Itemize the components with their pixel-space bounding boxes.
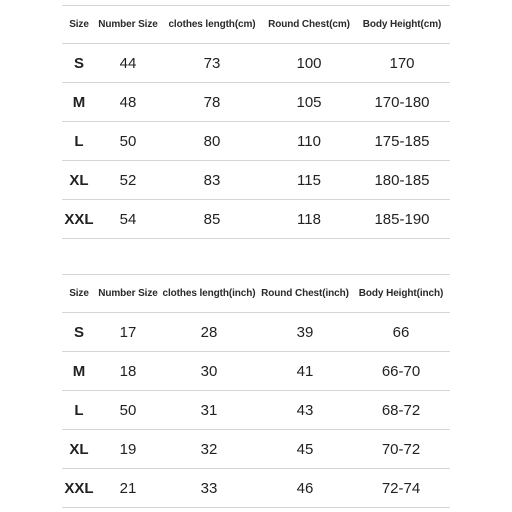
table-row: [62, 390, 450, 429]
number-size-cell: 50: [119, 401, 137, 419]
size-cell: M: [72, 93, 86, 111]
round-chest-cell: 110: [297, 132, 321, 150]
header-clothes-length: clothes length(inch): [162, 288, 256, 299]
size-cell: XL: [69, 171, 89, 189]
body-height-cell: 170: [389, 54, 415, 72]
table-row: [62, 121, 450, 160]
size-cell: L: [74, 401, 84, 419]
round-chest-cell: 118: [297, 210, 321, 228]
round-chest-cell: 115: [297, 171, 321, 189]
body-height-cell: 175-185: [374, 132, 430, 150]
header-row: [62, 274, 450, 312]
table-row: [62, 43, 450, 82]
table-row: [62, 82, 450, 121]
header-number-size: Number Size: [98, 19, 158, 30]
table-row: [62, 160, 450, 199]
number-size-cell: 54: [119, 210, 137, 228]
number-size-cell: 19: [119, 440, 137, 458]
size-table-inch: [62, 274, 450, 508]
header-size: Size: [69, 288, 89, 299]
clothes-length-cell: 33: [200, 479, 218, 497]
header-body-height: Body Height(inch): [358, 288, 444, 299]
number-size-cell: 18: [119, 362, 137, 380]
table-row: [62, 429, 450, 468]
body-height-cell: 185-190: [374, 210, 430, 228]
header-clothes-length: clothes length(cm): [168, 19, 256, 30]
clothes-length-cell: 80: [203, 132, 221, 150]
number-size-cell: 48: [119, 93, 137, 111]
body-height-cell: 66-70: [381, 362, 421, 380]
round-chest-cell: 39: [296, 323, 314, 341]
table-row: [62, 351, 450, 390]
body-height-cell: 72-74: [381, 479, 421, 497]
round-chest-cell: 46: [296, 479, 314, 497]
round-chest-cell: 105: [296, 93, 322, 111]
header-number-size: Number Size: [98, 288, 158, 299]
round-chest-cell: 100: [296, 54, 322, 72]
size-cell: L: [74, 132, 84, 150]
body-height-cell: 170-180: [374, 93, 430, 111]
number-size-cell: 52: [119, 171, 137, 189]
clothes-length-cell: 31: [200, 401, 218, 419]
number-size-cell: 17: [119, 323, 137, 341]
number-size-cell: 50: [119, 132, 137, 150]
table-row: [62, 199, 450, 239]
clothes-length-cell: 32: [200, 440, 218, 458]
round-chest-cell: 41: [296, 362, 314, 380]
header-row: [62, 5, 450, 43]
number-size-cell: 21: [119, 479, 137, 497]
size-cell: XL: [69, 440, 89, 458]
header-body-height: Body Height(cm): [362, 19, 442, 30]
size-cell: S: [73, 54, 84, 72]
header-round-chest: Round Chest(cm): [268, 19, 350, 30]
clothes-length-cell: 30: [200, 362, 218, 380]
body-height-cell: 70-72: [381, 440, 421, 458]
clothes-length-cell: 83: [203, 171, 221, 189]
size-cell: XXL: [64, 210, 94, 228]
size-cell: M: [72, 362, 86, 380]
number-size-cell: 44: [119, 54, 137, 72]
size-cell: S: [73, 323, 84, 341]
clothes-length-cell: 78: [203, 93, 221, 111]
clothes-length-cell: 28: [200, 323, 218, 341]
size-cell: XXL: [64, 479, 94, 497]
body-height-cell: 68-72: [381, 401, 421, 419]
round-chest-cell: 45: [296, 440, 314, 458]
header-round-chest: Round Chest(inch): [261, 288, 349, 299]
clothes-length-cell: 85: [203, 210, 221, 228]
table-row: [62, 468, 450, 508]
body-height-cell: 180-185: [374, 171, 430, 189]
clothes-length-cell: 73: [203, 54, 221, 72]
table-row: [62, 312, 450, 351]
size-table-cm: [62, 5, 450, 239]
body-height-cell: 66: [392, 323, 410, 341]
header-size: Size: [69, 19, 89, 30]
round-chest-cell: 43: [296, 401, 314, 419]
